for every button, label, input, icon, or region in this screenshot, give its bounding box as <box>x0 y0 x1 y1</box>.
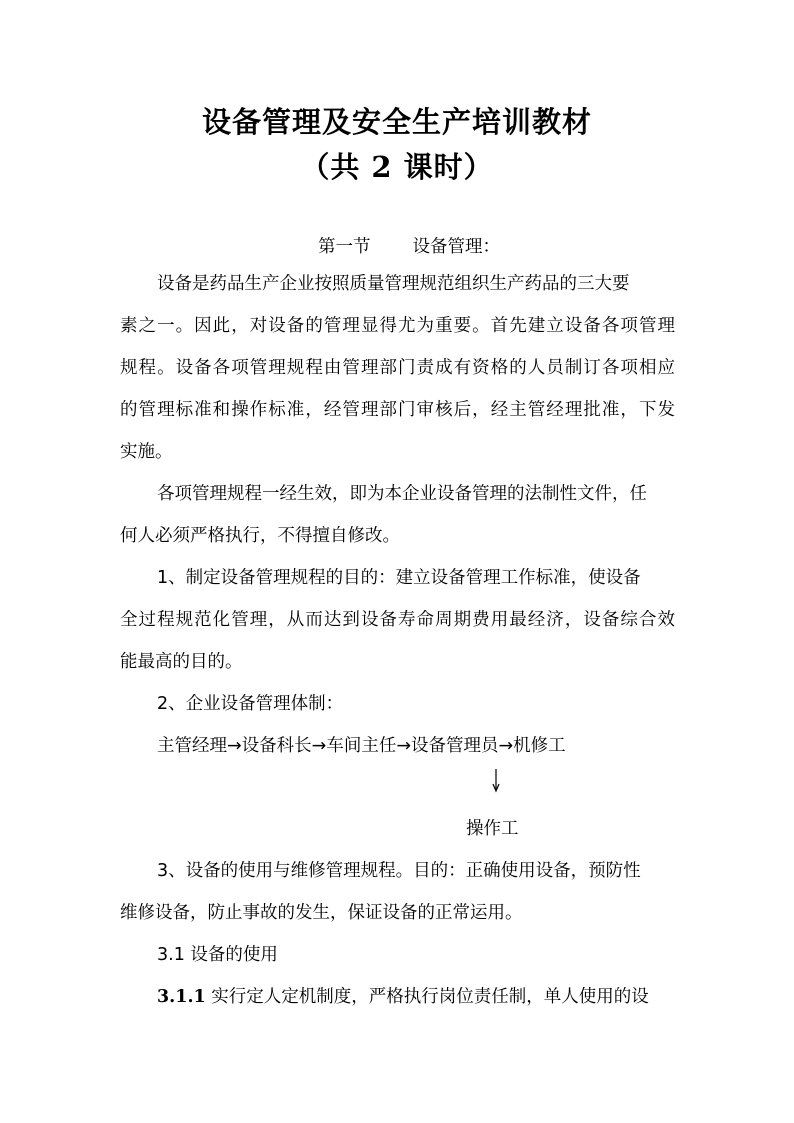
section-number: 第一节 <box>318 237 371 257</box>
paragraph-line <box>157 985 675 1009</box>
paragraph-line: 实施。 <box>120 442 173 462</box>
paragraph-line: 1、制定设备管理规程的目的：建立设备管理工作标准，使设备 <box>157 568 641 588</box>
clause-number: 3.1.1 <box>157 987 206 1007</box>
paragraph-line: 设备是药品生产企业按照质量管理规范组织生产药品的三大要 <box>157 274 630 294</box>
paragraph-line: 2、企业设备管理体制： <box>157 694 344 714</box>
paragraph-line: 何人必须严格执行，不得擅自修改。 <box>120 526 400 546</box>
paragraph-line: 能最高的目的。 <box>120 652 243 672</box>
document-title: 设备管理及安全生产培训教材 <box>201 105 592 139</box>
document-subtitle: （共 2 课时） <box>300 150 494 184</box>
clause-text: 实行定人定机制度，严格执行岗位责任制，单人使用的设 <box>205 987 649 1007</box>
hierarchy-sub-item: 操作工 <box>466 819 519 839</box>
paragraph-line: 规程。设备各项管理规程由管理部门责成有资格的人员制订各项相应 <box>120 358 675 378</box>
section-name: 设备管理： <box>412 237 500 257</box>
paragraph-line: 维修设备，防止事故的发生，保证设备的正常运用。 <box>120 903 523 923</box>
paragraph-line: 的管理标准和操作标准，经管理部门审核后，经主管经理批准，下发 <box>120 400 675 420</box>
paragraph-line: 各项管理规程一经生效，即为本企业设备管理的法制性文件，任 <box>157 484 647 504</box>
section-heading <box>318 233 500 258</box>
arrow-down-icon <box>486 768 506 794</box>
management-hierarchy: 主管经理→设备科长→车间主任→设备管理员→机修工 <box>157 736 566 756</box>
paragraph-line: 素之一。因此，对设备的管理显得尤为重要。首先建立设备各项管理 <box>120 316 675 336</box>
paragraph-line: 全过程规范化管理，从而达到设备寿命周期费用最经济，设备综合效 <box>120 610 675 630</box>
paragraph-line: 3、设备的使用与维修管理规程。目的：正确使用设备，预防性 <box>157 861 641 881</box>
paragraph-line: 3.1 设备的使用 <box>157 945 278 965</box>
